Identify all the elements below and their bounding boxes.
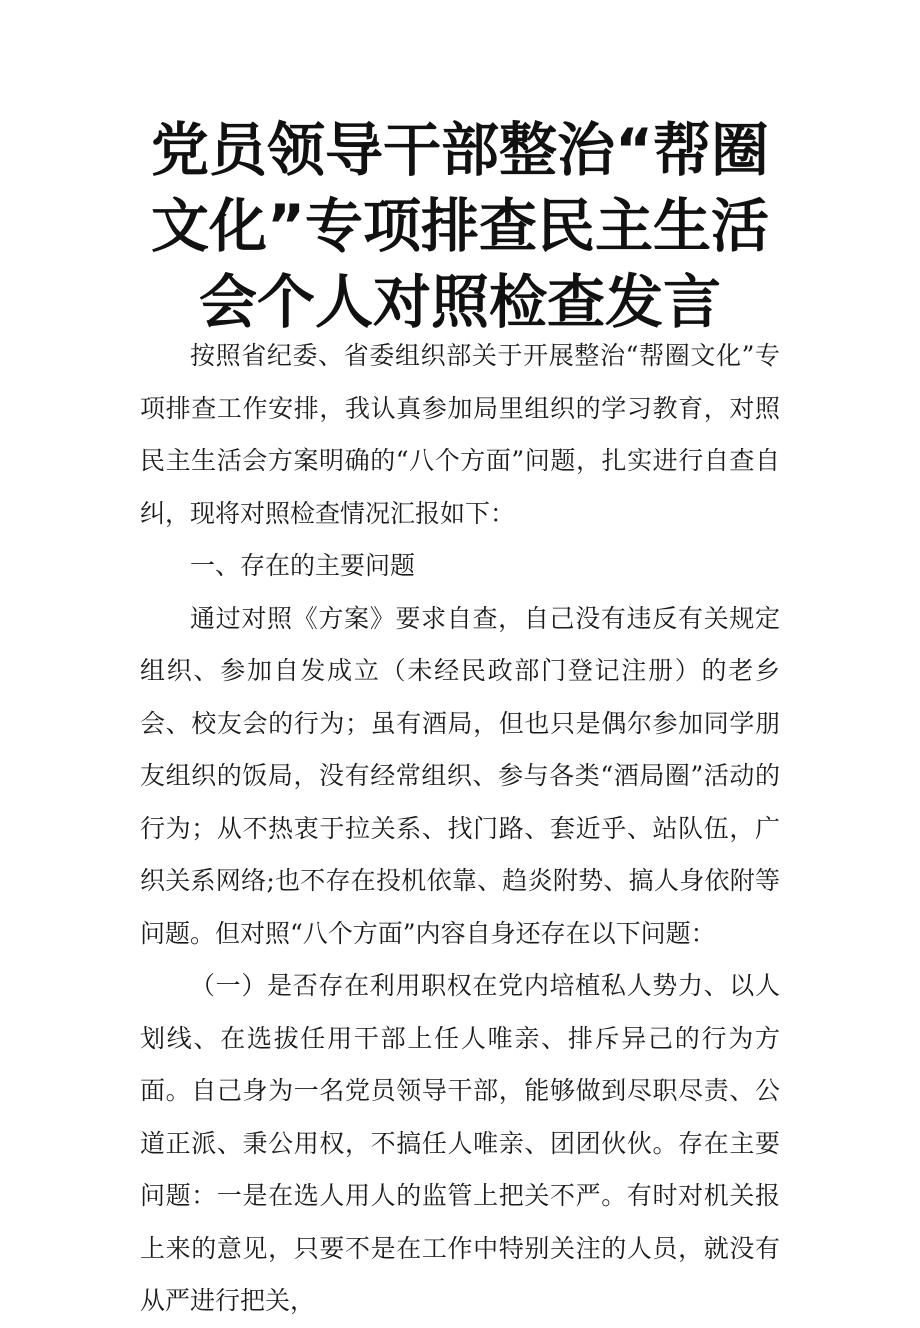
intro-paragraph: 按照省纪委、省委组织部关于开展整治“帮圈文化”专项排查工作安排，我认真参加局里组织的学习教育，对照民主生活会方案明确的“八个方面”问题，扎实进行自查自纠，现将对照检查情况汇报如下： (140, 341, 780, 528)
problem-one-paragraph: （一）是否存在利用职权在党内培植私人势力、以人划线、在选拔任用干部上任人唯亲、排斥异己的行为方面。自己身为一名党员领导干部，能够做到尽职尽责、公道正派、秉公用权，不搞任人唯亲、团团伙伙。存在主要问题：一是在选人用人的监管上把关不严。有时对机关报上来的意见，只要不是在工作中特别关注的人员，就没有从严进行把关， (140, 971, 780, 1315)
self-check-paragraph: 通过对照《方案》要求自查，自己没有违反有关规定组织、参加自发成立（未经民政部门登记注册）的老乡会、校友会的行为；虽有酒局，但也只是偶尔参加同学朋友组织的饭局，没有经常组织、参与各类“酒局圈”活动的行为；从不热衷于拉关系、找门路、套近乎、站队伍，广织关系网络;也不存在投机依靠、趋炎附势、搞人身依附等问题。但对照“八个方面”内容自身还存在以下问题： (140, 603, 780, 948)
section-heading: 一、存在的主要问题 (190, 551, 416, 580)
document-body (140, 330, 780, 1328)
document-title: 党员领导干部整治“帮圈文化”专项排查民主生活会个人对照检查发言 (150, 116, 770, 336)
